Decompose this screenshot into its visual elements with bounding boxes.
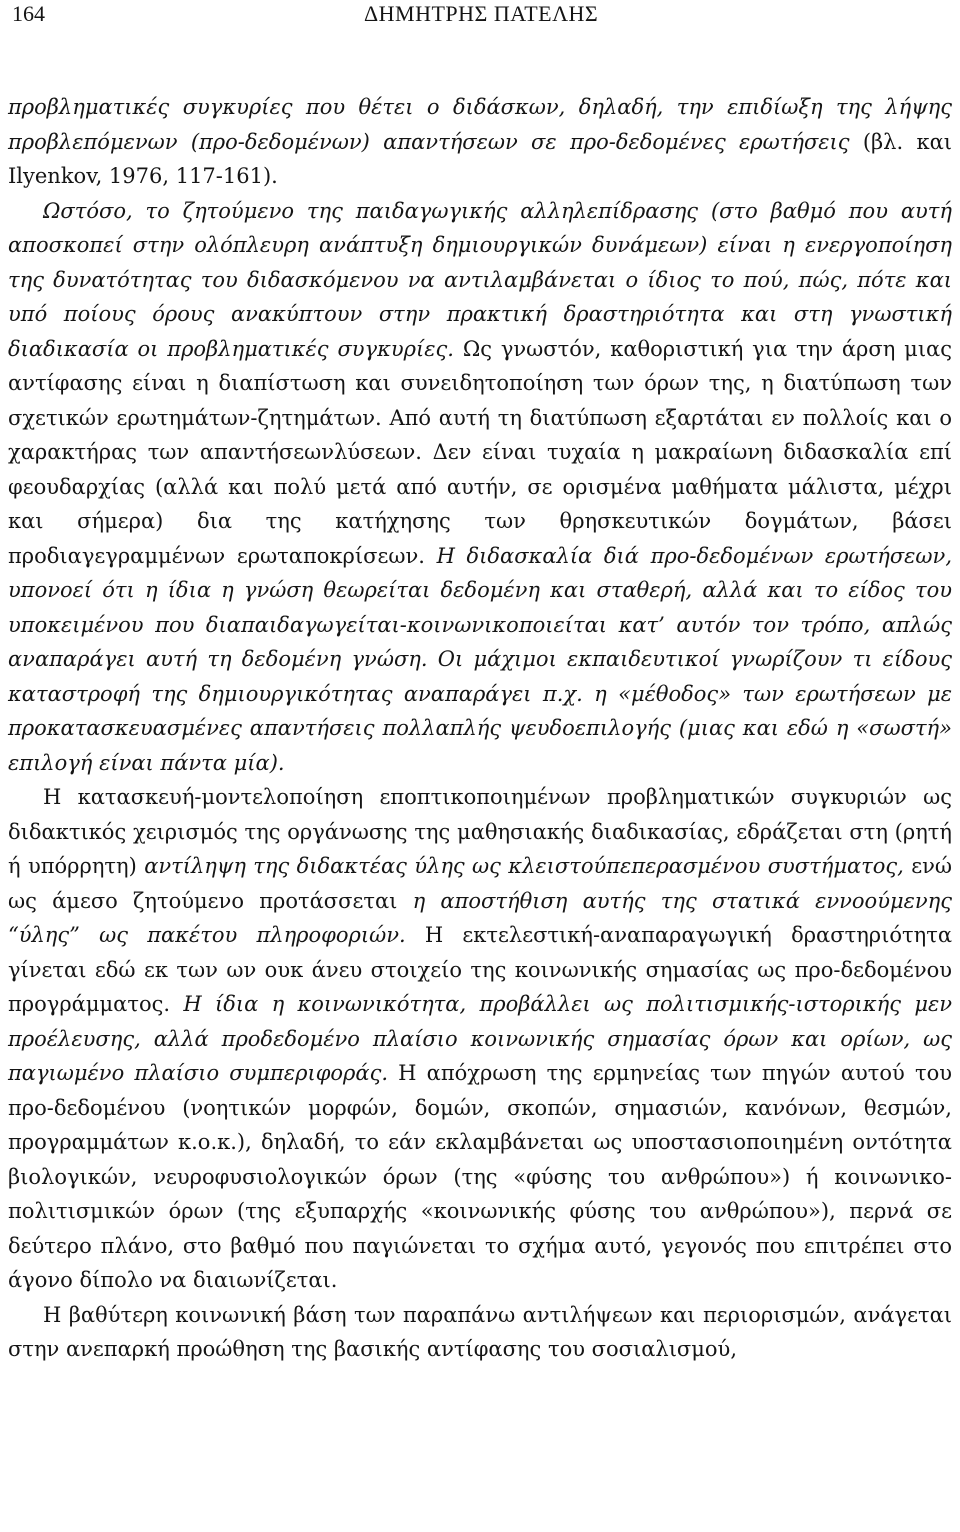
- running-head: ΔΗΜΗΤΡΗΣ ΠΑΤΕΛΗΣ: [364, 1, 599, 26]
- paragraph-span: (βλ. και Ilyenkov, 1976, 117-161).: [8, 129, 952, 188]
- paragraph: [8, 90, 952, 194]
- paragraph: [8, 780, 952, 1298]
- paragraph-span: Η εκτελεστική-αναπαραγωγική δραστηριότητα γίνεται εδώ εκ των ων ουκ άνευ στοιχείο της κοινωνικής σημασίας ως προ-δεδομένου προγράμματος.: [8, 923, 952, 1016]
- paragraph-span-italic: Ωστόσο, το ζητούμενο της παιδαγωγικής αλληλεπίδρασης (στο βαθμό που αυτή αποσκοπεί στην ολόπλευρη ανάπτυξη δημιουργικών δυνάμεων) είναι η ενεργοποίηση της δυνατότητας του διδασκόμενου να αντιλαμβάνεται ο ίδιος το πού, πώς, πότε και υπό ποίους όρους ανακύπτουν στην πρακτική δραστηριότητα και στη γνωστική διαδικασία οι προβληματικές συγκυρίες.: [8, 198, 952, 361]
- paragraph-span: Η απόχρωση της ερμηνείας των πηγών αυτού του προ-δεδομένου (νοητικών μορφών, δομών, σκοπών, σημασιών, κανόνων, θεσμών, προγραμμάτων κ.ο.κ.), δηλαδή, το εάν εκλαμβάνεται ως υποστασιοποιημένη οντότητα βιολογικών, νευροφυσιολογικών όρων (της «φύσης του ανθρώπου») ή κοινωνικοπολιτισμικών όρων (της εξυπαρχής «κοινωνικής φύσης του ανθρώπου»), περνά σε δεύτερο πλάνο, στο βαθμό που παγιώνεται το σχήμα αυτό, γεγονός που επιτρέπει στο άγονο δίπολο να διαιωνίζεται.: [8, 1061, 952, 1292]
- paragraph-span: Ως γνωστόν, καθοριστική για την άρση μιας αντίφασης είναι η διαπίστωση και συνειδητοποίηση των όρων της, η διατύπωση των σχετικών ερωτημάτων-ζητημάτων. Από αυτή τη διατύπωση εξαρτάται εν πολλοίς και ο χαρακτήρας των απαντήσεωνλύσεων. Δεν είναι τυχαία η μακραίωνη διδασκαλία επί φεουδαρχίας (αλλά και πολύ μετά από αυτήν, σε ορισμένα μαθήματα μάλιστα, μέχρι και σήμερα) δια της κατήχησης των θρησκευτικών δογμάτων, βάσει προδιαγεγραμμένων ερωταποκρίσεων.: [8, 336, 952, 568]
- paragraph-span: Η κατασκευή-μοντελοποίηση εποπτικοποιημένων προβληματικών συγκυριών ως διδακτικός χειρισμός της οργάνωσης της μαθησιακής διαδικασίας, εδράζεται στη (ρητή ή υπόρρητη): [8, 785, 952, 878]
- paragraph-span-italic: αντίληψη της διδακτέας ύλης ως κλειστούπεπερασμένου συστήματος,: [144, 854, 904, 878]
- page-number: 164: [12, 1, 45, 26]
- paragraph-span-italic: προβληματικές συγκυρίες που θέτει ο διδάσκων, δηλαδή, την επιδίωξη της λήψης προβλεπόμενων (προ-δεδομένων) απαντήσεων σε προ-δεδομένες ερωτήσεις: [8, 95, 952, 154]
- paragraph-span-italic: Η διδασκαλία διά προ-δεδομένων ερωτήσεων, υπονοεί ότι η ίδια η γνώση θεωρείται δεδομένη και σταθερή, αλλά και το είδος του υποκειμένου που διαπαιδαγωγείται-κοινωνικοποιείται κατ’ αυτόν τον τρόπο, απλώς αναπαράγει αυτή τη δεδομένη γνώση. Οι μάχιμοι εκπαιδευτικοί γνωρίζουν τι είδους καταστροφή της δημιουργικότητας αναπαράγει π.χ. η «μέθοδος» των ερωτήσεων με προκατασκευασμένες απαντήσεις πολλαπλής ψευδοεπιλογής (μιας και εδώ η «σωστή» επιλογή είναι πάντα μία).: [8, 543, 952, 775]
- page-header: [12, 0, 952, 30]
- paragraph-span: Η βαθύτερη κοινωνική βάση των παραπάνω αντιλήψεων και περιορισμών, ανάγεται στην ανεπαρκή προώθηση της βασικής αντίφασης του σοσιαλισμού,: [8, 1302, 952, 1361]
- paragraph: [8, 1298, 952, 1367]
- paragraph: [8, 194, 952, 781]
- paragraph-span-italic: Η ίδια η κοινωνικότητα, προβάλλει ως πολιτισμικής-ιστορικής μεν προέλευσης, αλλά προδεδομένο πλαίσιο κοινωνικής σημασίας όρων και ορίων, ως παγιωμένο πλαίσιο συμπεριφοράς.: [8, 992, 953, 1085]
- paragraph-span-italic: η αποστήθιση αυτής της στατικά εννοούμενης “ύλης” ως πακέτου πληροφοριών.: [8, 888, 952, 947]
- body-text: [8, 90, 952, 1367]
- paragraph-span: ενώ ως άμεσο ζητούμενο προτάσσεται: [8, 854, 953, 913]
